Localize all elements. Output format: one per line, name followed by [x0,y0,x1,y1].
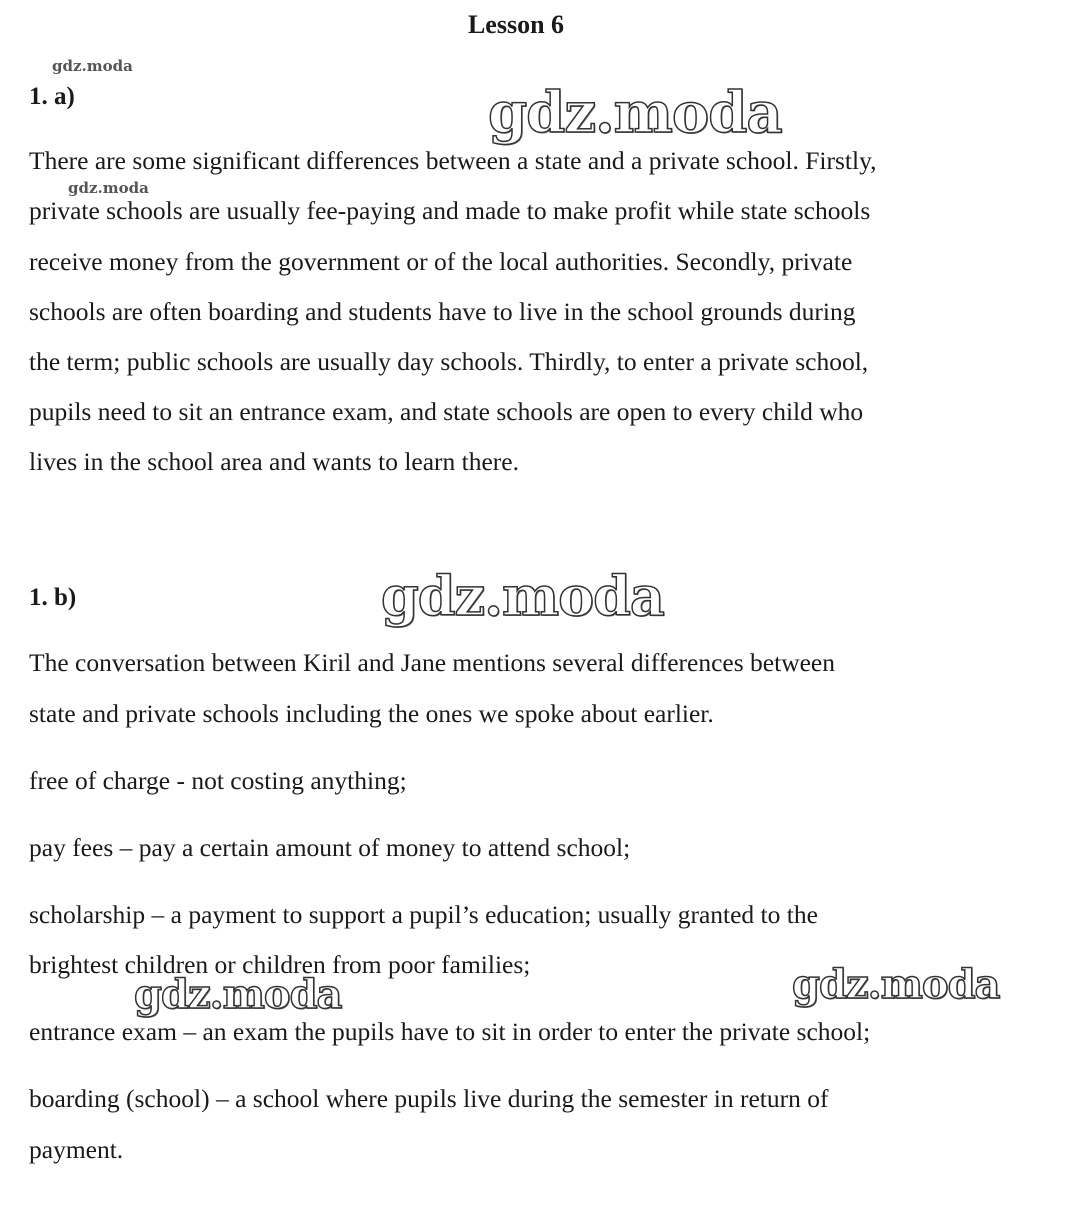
watermark-medium: gdz.moda [792,961,1000,1008]
vocabulary-item: boarding (school) – a school where pupils live during the semester in return of [29,1084,829,1113]
watermark-small: gdz.moda [52,57,133,75]
text-line: There are some significant differences between a state and a private school. Firstly, [29,146,877,175]
text-line: The conversation between Kiril and Jane mentions several differences between [29,648,836,677]
text-line: schools are often boarding and students have to live in the school grounds during [29,297,856,326]
text-line: receive money from the government or of the local authorities. Secondly, private [29,247,853,276]
vocabulary-item: scholarship – a payment to support a pupil’s education; usually granted to the [29,900,818,929]
watermark-small: gdz.moda [68,179,149,197]
watermark-medium: gdz.moda [134,971,342,1018]
watermark-large: gdz.moda [381,564,664,628]
vocabulary-item-continued: payment. [29,1135,124,1164]
text-line: lives in the school area and wants to learn there. [29,447,519,476]
page-title: Lesson 6 [467,10,565,39]
section-b-heading: 1. b) [29,584,77,611]
text-line: private schools are usually fee-paying and made to make profit while state schools [29,196,871,225]
text-line: pupils need to sit an entrance exam, and state schools are open to every child who [29,397,864,426]
text-line: state and private schools including the ones we spoke about earlier. [29,699,714,728]
text-line: the term; public schools are usually day schools. Thirdly, to enter a private school, [29,347,869,376]
vocabulary-item: free of charge - not costing anything; [29,766,407,795]
watermark-large: gdz.moda [488,80,782,146]
vocabulary-item-continued: brightest children or children from poor families; [29,950,531,979]
vocabulary-item: entrance exam – an exam the pupils have to sit in order to enter the private school; [29,1017,871,1046]
vocabulary-item: pay fees – pay a certain amount of money to attend school; [29,833,631,862]
section-a-heading: 1. a) [29,83,75,110]
